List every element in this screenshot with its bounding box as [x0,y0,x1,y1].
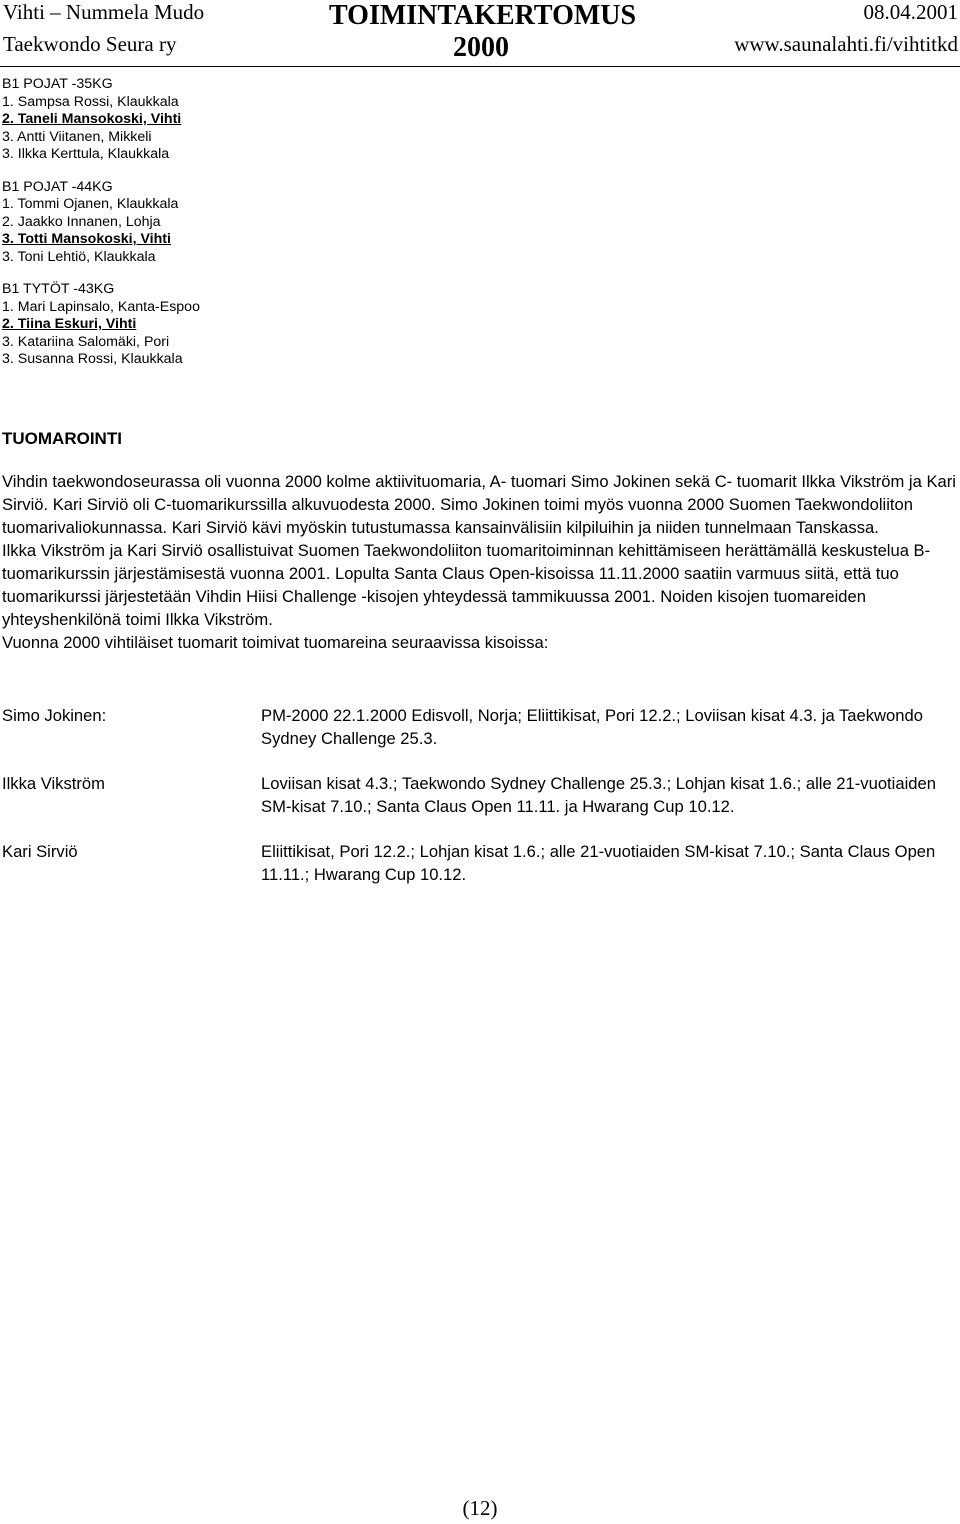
result-entry: 1. Mari Lapinsalo, Kanta-Espoo [2,298,200,315]
referee-row [2,704,958,750]
referee-name: Simo Jokinen: [2,706,107,725]
result-entry: 3. Toni Lehtiö, Klaukkala [2,248,156,265]
result-category [2,76,200,164]
result-entry: 3. Susanna Rossi, Klaukkala [2,351,183,367]
result-entry-club-member: 2. Taneli Mansokoski, Vihti [2,111,182,127]
result-entry: 3. Katariina Salomäki, Pori [2,333,170,350]
document-title: TOIMINTAKERTOMUS [329,0,637,31]
document-year: 2000 [453,32,509,63]
club-website: www.saunalahti.fi/vihtitkd [734,32,958,56]
competition-results [2,76,200,384]
referee-row [2,772,958,818]
referee-name: Kari Sirviö [2,842,78,861]
category-heading: B1 POJAT -35KG [2,76,113,92]
result-entry: 1. Tommi Ojanen, Klaukkala [2,196,179,212]
result-category [2,179,200,267]
header-row-2 [3,32,958,62]
section-paragraph: Ilkka Vikström ja Kari Sirviö osallistuivat Suomen Taekwondoliiton tuomaritoiminnan kehittämiseen herättämällä keskustelua B-tuomarikurssin järjestämisestä vuonna 2001. Lopulta Santa Claus Open-kisoissa 11.11.2000 saatiin varmuus siitä, että tuo tuomarikurssi järjestetään Vihdin Hiisi Challenge -kisojen yhteydessä tammikuussa 2001. Noiden kisojen tuomareiden yhteyshenkilönä toimi Ilkka Vikström. [2,541,931,629]
result-entry-club-member: 2. Tiina Eskuri, Vihti [2,316,137,332]
category-heading: B1 TYTÖT -43KG [2,281,115,297]
club-name: Vihti – Nummela Mudo [3,0,205,24]
result-category [2,281,200,369]
referee-row [2,840,958,886]
referee-list [2,704,958,908]
refereeing-section [2,428,958,654]
section-title: TUOMAROINTI [2,429,122,448]
result-entry: 3. Antti Viitanen, Mikkeli [2,128,152,145]
result-entry: 1. Sampsa Rossi, Klaukkala [2,93,179,110]
category-heading: B1 POJAT -44KG [2,178,113,195]
document-date: 08.04.2001 [863,0,958,24]
club-subtitle: Taekwondo Seura ry [3,32,177,56]
section-paragraph: Vihdin taekwondoseurassa oli vuonna 2000 kolme aktiivituomaria, A- tuomari Simo Jokinen sekä C- tuomarit Ilkka Vikström ja Kari Sirviö. Kari Sirviö oli C-tuomarikurssilla alkuvuodesta 2000. Simo Jokinen toimi myös vuonna 2000 Suomen Taekwondoliiton tuomarivaliokunnassa. Kari Sirviö kävi myöskin tutustumassa kansainvälisiin kilpiluihin ja niiden tunnelmaan Tanskassa. [2,472,956,537]
result-entry-club-member: 3. Totti Mansokoski, Vihti [2,231,171,247]
result-entry: 2. Jaakko Innanen, Lohja [2,213,161,230]
header-row-1 [3,0,958,30]
referee-name: Ilkka Vikström [2,774,105,793]
result-entry: 3. Ilkka Kerttula, Klaukkala [2,146,170,162]
referee-events: PM-2000 22.1.2000 Edisvoll, Norja; Eliittikisat, Pori 12.2.; Loviisan kisat 4.3. ja Taekwondo Sydney Challenge 25.3. [261,706,923,748]
header-divider [0,66,960,67]
referee-events: Loviisan kisat 4.3.; Taekwondo Sydney Challenge 25.3.; Lohjan kisat 1.6.; alle 21-vuotiaiden SM-kisat 7.10.; Santa Claus Open 11.11. ja Hwarang Cup 10.12. [261,774,936,816]
referee-events: Eliittikisat, Pori 12.2.; Lohjan kisat 1.6.; alle 21-vuotiaiden SM-kisat 7.10.; Santa Claus Open 11.11.; Hwarang Cup 10.12. [261,842,936,884]
section-paragraph: Vuonna 2000 vihtiläiset tuomarit toimivat tuomareina seuraavissa kisoissa: [2,633,549,652]
page-number: (12) [462,1496,498,1520]
